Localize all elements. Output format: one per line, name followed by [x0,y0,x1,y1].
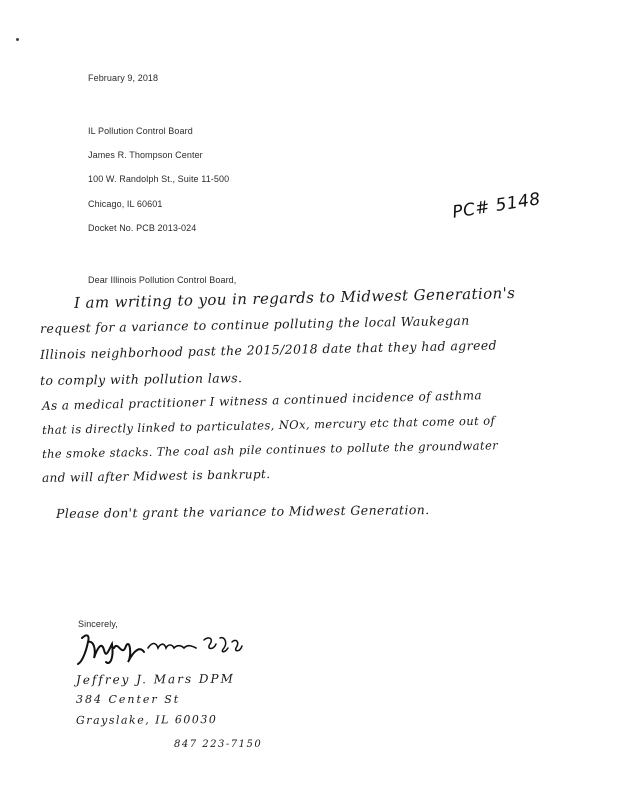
body-line: As a medical practitioner I witness a continued incidence of asthma [41,388,483,413]
sender-city: Grayslake, IL 60030 [75,713,218,727]
body-line: I am writing to you in regards to Midwest Generation's [73,283,516,312]
body-line: that is directly linked to particulates, NOx, mercury etc that come out of [41,413,496,437]
recipient-line-3: 100 W. Randolph St., Suite 11-500 [88,174,230,184]
letter-date: February 9, 2018 [88,73,159,83]
body-line: Please don't grant the variance to Midwest Generation. [55,502,430,521]
docket-number: Docket No. PCB 2013-024 [88,223,197,233]
closing: Sincerely, [78,619,118,629]
recipient-line-4: Chicago, IL 60601 [88,199,163,209]
scan-speck [16,38,19,41]
recipient-line-1: IL Pollution Control Board [88,126,193,136]
sender-name: Jeffrey J. Mars DPM [75,671,235,687]
sender-street: 384 Center St [76,693,181,706]
body-line: the smoke stacks. The coal ash pile continues to pollute the groundwater [41,438,499,461]
salutation: Dear Illinois Pollution Control Board, [88,275,237,285]
sender-phone: 847 223-7150 [174,739,263,750]
body-line: Illinois neighborhood past the 2015/2018 date that they had agreed [39,337,498,362]
handwritten-signature [74,628,274,668]
body-line: and will after Midwest is bankrupt. [41,467,271,485]
body-line: to comply with pollution laws. [39,370,243,388]
body-line: request for a variance to continue polluting the local Waukegan [39,312,470,336]
pc-number-stamp: PC# 5148 [450,189,543,223]
recipient-line-2: James R. Thompson Center [88,150,203,160]
